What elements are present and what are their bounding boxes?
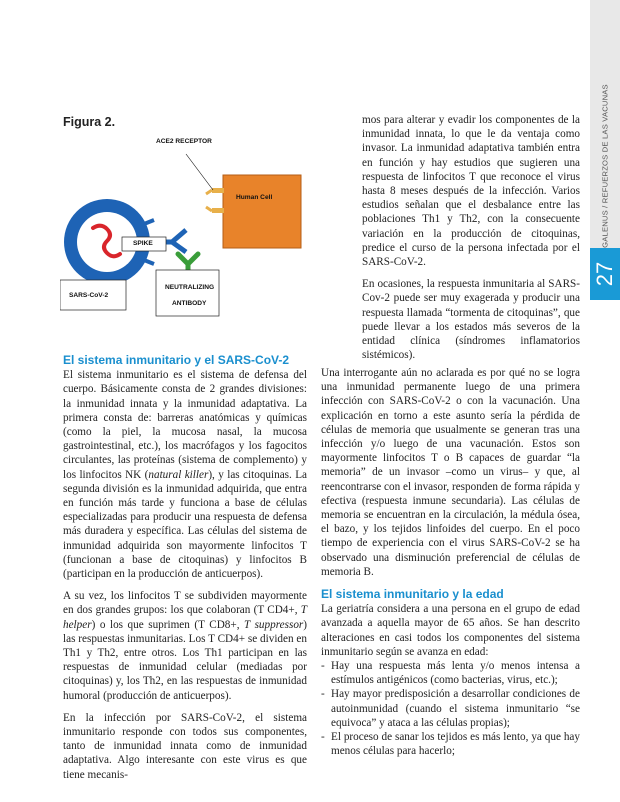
neutralizing-label: NEUTRALIZING xyxy=(165,284,215,291)
antibody-label-box xyxy=(156,270,219,316)
paragraph: mos para alterar y evadir los componentes de la inmunidad innata, lo que le da ventaja como invasor. La inmunidad adaptativa también entra en función y hay estudios que sugieren una respuesta de linfocitos T que reconoce el virus hasta 8 meses después de la infección. Varios estudios señalan que el desbalance entre las poblaciones Th1 y Th2, con la consecuente variación en la producción de citoquinas, predice el curso de la persona infectada por el SARS-CoV-2. xyxy=(362,114,580,269)
ace2-receptor-arms xyxy=(206,190,212,211)
figure-title: Figura 2. xyxy=(63,115,116,129)
age-effects-list xyxy=(321,659,580,758)
list-item: - Hay una respuesta más lenta y/o menos intensa a estímulos antigénicos (como bacterias, virus, etc.); xyxy=(321,659,580,687)
paragraph: La geriatría considera a una persona en el grupo de edad avanzada a aquella mayor de 65 años. Se han descrito alteraciones en casi todos los componentes del sistema inmunitario según se avanza en edad: xyxy=(321,603,580,658)
section-heading-immune-sars: El sistema inmunitario y el SARS-CoV-2 xyxy=(63,353,290,367)
sidebar-vertical-text: GALENUS / REFUERZOS DE LAS VACUNAS xyxy=(600,84,610,248)
paragraph: En ocasiones, la respuesta inmunitaria al SARS-Cov-2 puede ser muy exagerada y producir una respuesta llamada “tormenta de citoquinas”, que puede llevar a los estados más severos de la entidad clínica (síndromes inflamatorios sistémicos). xyxy=(362,278,580,362)
right-column-lower xyxy=(321,366,580,758)
paragraph: A su vez, los linfocitos T se subdividen mayormente en dos grandes grupos: los que colaboran (T CD4+, T helper) o los que suprimen (T CD8+, T suppressor) las respuestas inmunitarias. Los T CD4+ se dividen en Th1 y Th2, entre otros. Los Th1 participan en las respuestas de inmunidad celular (mediadas por citoquinas) y, los Th2, en las respuestas de inmunidad humoral (producción de anticuerpos). xyxy=(63,590,308,702)
list-item: - El proceso de sanar los tejidos es más lento, ya que hay menos células para hacerlo; xyxy=(321,730,580,758)
ace2-label: ACE2 RECEPTOR xyxy=(156,138,212,145)
antibody-label: ANTIBODY xyxy=(172,300,207,307)
spike-label: SPIKE xyxy=(133,240,153,247)
human-cell-label: Human Cell xyxy=(236,194,273,201)
list-item: - Hay mayor predisposición a desarrollar condiciones de autoinmunidad (cuando el sistema inmunitario “se equivoca” y ataca a las células propias); xyxy=(321,687,580,730)
human-cell-shape xyxy=(223,175,301,248)
ace2-receptor-bottom xyxy=(212,208,224,213)
left-column xyxy=(63,353,307,790)
page-number: 27 xyxy=(590,248,620,300)
section-heading-immune-age: El sistema inmunitario y la edad xyxy=(321,587,504,602)
paragraph: Una interrogante aún no aclarada es por qué no se logra una inmunidad permanente luego de una primera infección con SARS-CoV-2 o con la vacunación. Una explicación en torno a este asunto sería la pérdida de células de memoria que usualmente se generan tras una infección y/o luego de una vacunación. Estos son mayormente linfocitos T o B capaces de guardar “la memoria” de un invasor –como un virus– y que, al reencontrarse con el invasor, responden de forma rápida y efectiva (respuesta inmune secundaria). Las células de memoria se encuentran en la circulación, la médula ósea, el bazo, y los tejidos linfoides del cuerpo. En el poco tiempo de experiencia con el virus SARS-CoV-2 se ha observado una disminución preferencial de células de memoria B. xyxy=(321,367,580,578)
ace2-pointer xyxy=(186,154,213,190)
sidebar xyxy=(590,0,620,802)
figure-diagram xyxy=(60,128,318,338)
right-column-upper xyxy=(362,113,580,370)
ace2-receptor-top xyxy=(212,188,224,193)
paragraph: El sistema inmunitario es el sistema de defensa del cuerpo. Básicamente consta de 2 grandes divisiones: la inmunidad innata y la inmunidad adaptativa. La primera consta de: barreras anatómicas y químicas (como la piel, la mucosa nasal, la mucosa gastrointestinal, etc.), los macrófagos y los fagocitos circulantes, las proteínas (sistema de complemento) y los linfocitos NK (natural killer), y las citoquinas. La segunda división es la inmunidad adquirida, que entra en función más tarde y funciona a base de células especializadas para producir una respuesta de defensa más duradera y específica. Las células del sistema de inmunidad adquirida son mayormente linfocitos T (funcionan a base de citoquinas) y linfocitos B (participan en la producción de anticuerpos). xyxy=(63,369,308,581)
paragraph: En la infección por SARS-CoV-2, el sistema inmunitario responde con todos sus componentes, tanto de inmunidad innata como de inmunidad adaptativa. Algo interesante con este virus es que tiene mecanis- xyxy=(63,711,307,781)
sars-label: SARS-CoV-2 xyxy=(69,292,109,299)
